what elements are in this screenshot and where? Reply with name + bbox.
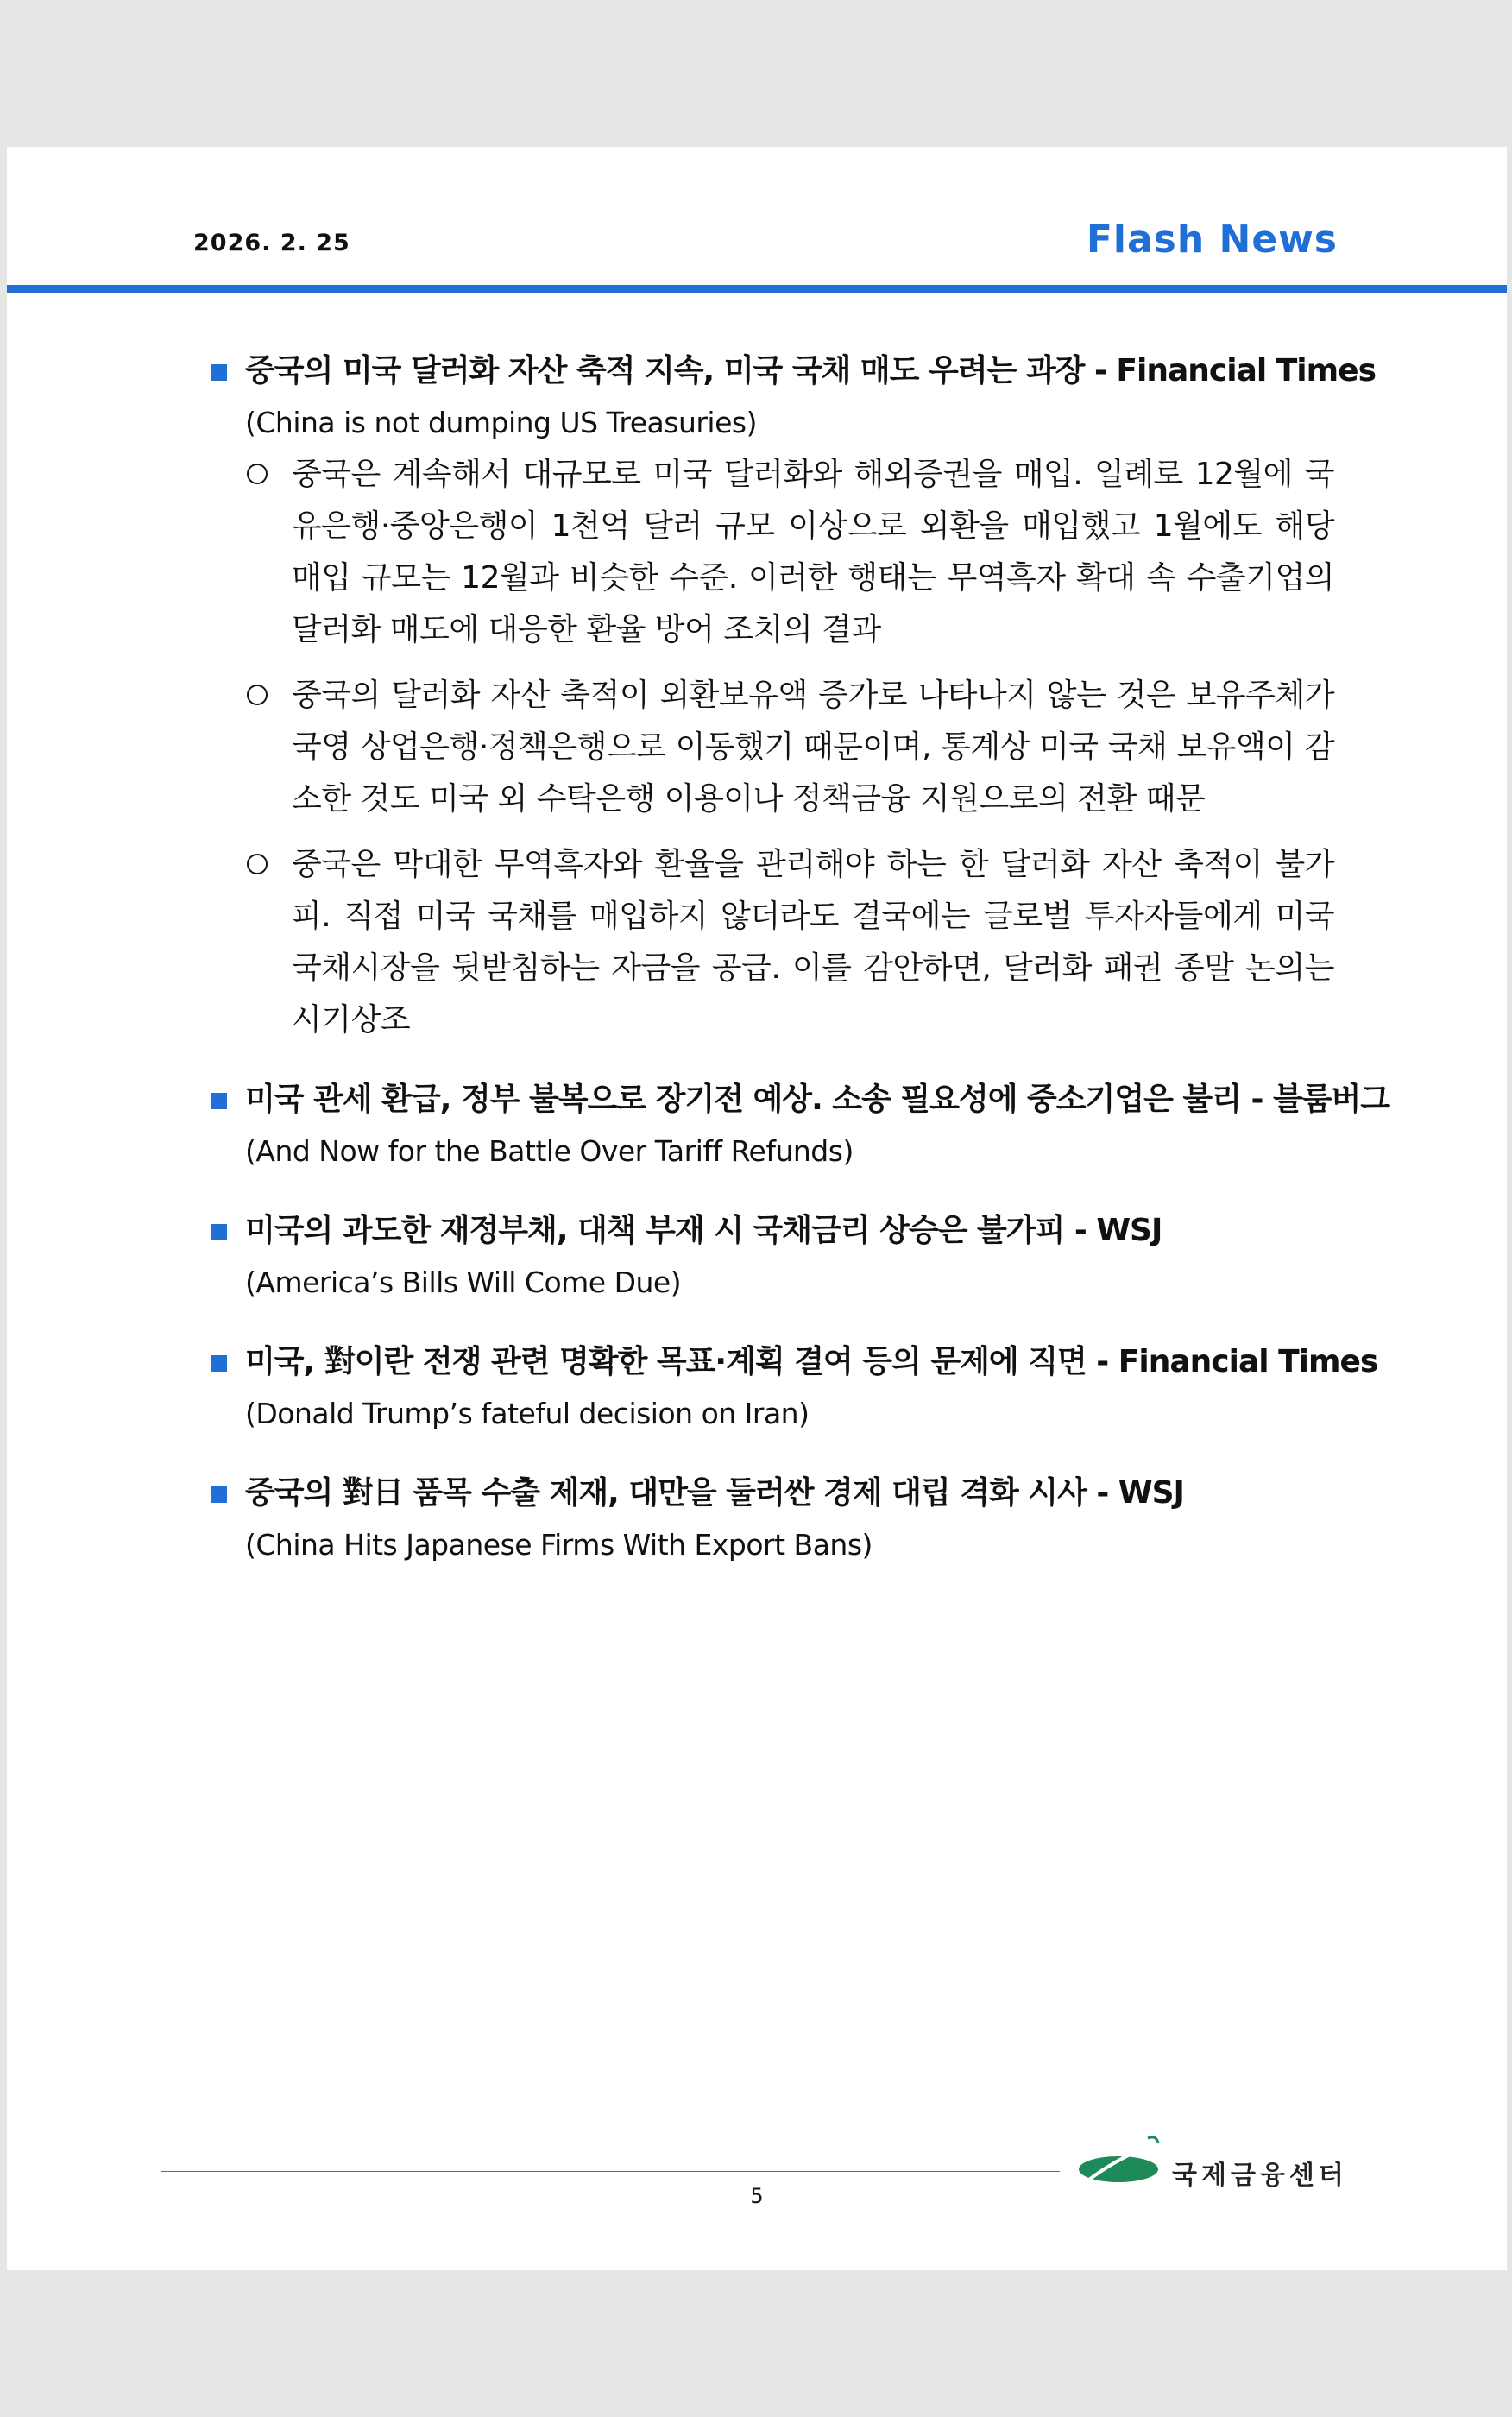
- news-headline: [204, 1074, 1390, 1126]
- paragraph-text: 중국은 계속해서 대규모로 미국 달러화와 해외증권을 매입. 일례로 12월에 국유은행·중앙은행이 1천억 달러 규모 이상으로 외환을 매입했고 1월에도 해당 매입 규모는 12월과 비슷한 수준. 이러한 행태는 무역흑자 확대 속 수출기업의 달러화 매도에 대응한 환율 방어 조치의 결과: [292, 457, 1334, 647]
- report-title: Flash News: [1086, 218, 1338, 262]
- news-subtitle: (And Now for the Battle Over Tariff Refunds): [245, 1134, 854, 1168]
- news-subtitle: (China is not dumping US Treasuries): [245, 406, 757, 439]
- leaf-logo-icon: [1077, 2136, 1163, 2188]
- circle-bullet-icon: [247, 464, 268, 484]
- square-bullet-icon: [211, 364, 227, 381]
- square-bullet-icon: [211, 1093, 227, 1109]
- news-subtitle: (America’s Bills Will Come Due): [245, 1265, 682, 1299]
- square-bullet-icon: [211, 1224, 227, 1240]
- square-bullet-icon: [211, 1355, 227, 1372]
- news-paragraph: [204, 839, 1334, 1046]
- paragraph-text: 중국은 막대한 무역흑자와 환율을 관리해야 하는 한 달러화 자산 축적이 불가피. 직접 미국 국채를 매입하지 않더라도 결국에는 글로벌 투자자들에게 미국 국채시장을 뒷받침하는 자금을 공급. 이를 감안하면, 달러화 패권 종말 논의는 시기상조: [292, 847, 1334, 1038]
- news-item: [204, 1467, 1334, 1571]
- news-paragraph: [204, 449, 1334, 656]
- square-bullet-icon: [211, 1486, 227, 1503]
- header-rule: [7, 285, 1507, 293]
- headline-text: 미국의 과도한 재정부채, 대책 부재 시 국채금리 상승은 불가피 - WSJ: [245, 1213, 1162, 1248]
- headline-text: 미국 관세 환급, 정부 불복으로 장기전 예상. 소송 필요성에 중소기업은 불리 - 블룸버그: [245, 1082, 1390, 1117]
- news-subtitle: (Donald Trump’s fateful decision on Iran): [245, 1397, 810, 1430]
- news-headline: [204, 1467, 1334, 1519]
- news-item: [204, 1205, 1334, 1309]
- page-number: 5: [750, 2184, 764, 2208]
- headline-text: 중국의 對日 품목 수출 제재, 대만을 둘러싼 경제 대립 격화 시사 - WSJ: [245, 1475, 1184, 1511]
- document-page: [7, 147, 1507, 2270]
- org-name: 국제금융센터: [1172, 2161, 1348, 2191]
- headline-text: 미국, 對이란 전쟁 관련 명확한 목표·계획 결여 등의 문제에 직면 - Financial Times: [245, 1344, 1378, 1379]
- paragraph-text: 중국의 달러화 자산 축적이 외환보유액 증가로 나타나지 않는 것은 보유주체가 국영 상업은행·정책은행으로 이동했기 때문이며, 통계상 미국 국채 보유액이 감소한 것도 미국 외 수탁은행 이용이나 정책금융 지원으로의 전환 때문: [292, 678, 1334, 817]
- news-item: [204, 1336, 1378, 1440]
- news-item: [204, 345, 1376, 1046]
- news-subtitle: (China Hits Japanese Firms With Export Bans): [245, 1528, 873, 1562]
- news-paragraph: [204, 670, 1334, 825]
- headline-text: 중국의 미국 달러화 자산 축적 지속, 미국 국채 매도 우려는 과장 - Financial Times: [245, 353, 1376, 388]
- footer-rule: [161, 2171, 1060, 2172]
- news-item: [204, 1074, 1390, 1177]
- circle-bullet-icon: [247, 854, 268, 874]
- news-headline: [204, 345, 1376, 397]
- circle-bullet-icon: [247, 685, 268, 705]
- news-headline: [204, 1205, 1334, 1257]
- news-list: [204, 345, 1390, 1599]
- news-headline: [204, 1336, 1378, 1388]
- report-date: 2026. 2. 25: [193, 230, 350, 256]
